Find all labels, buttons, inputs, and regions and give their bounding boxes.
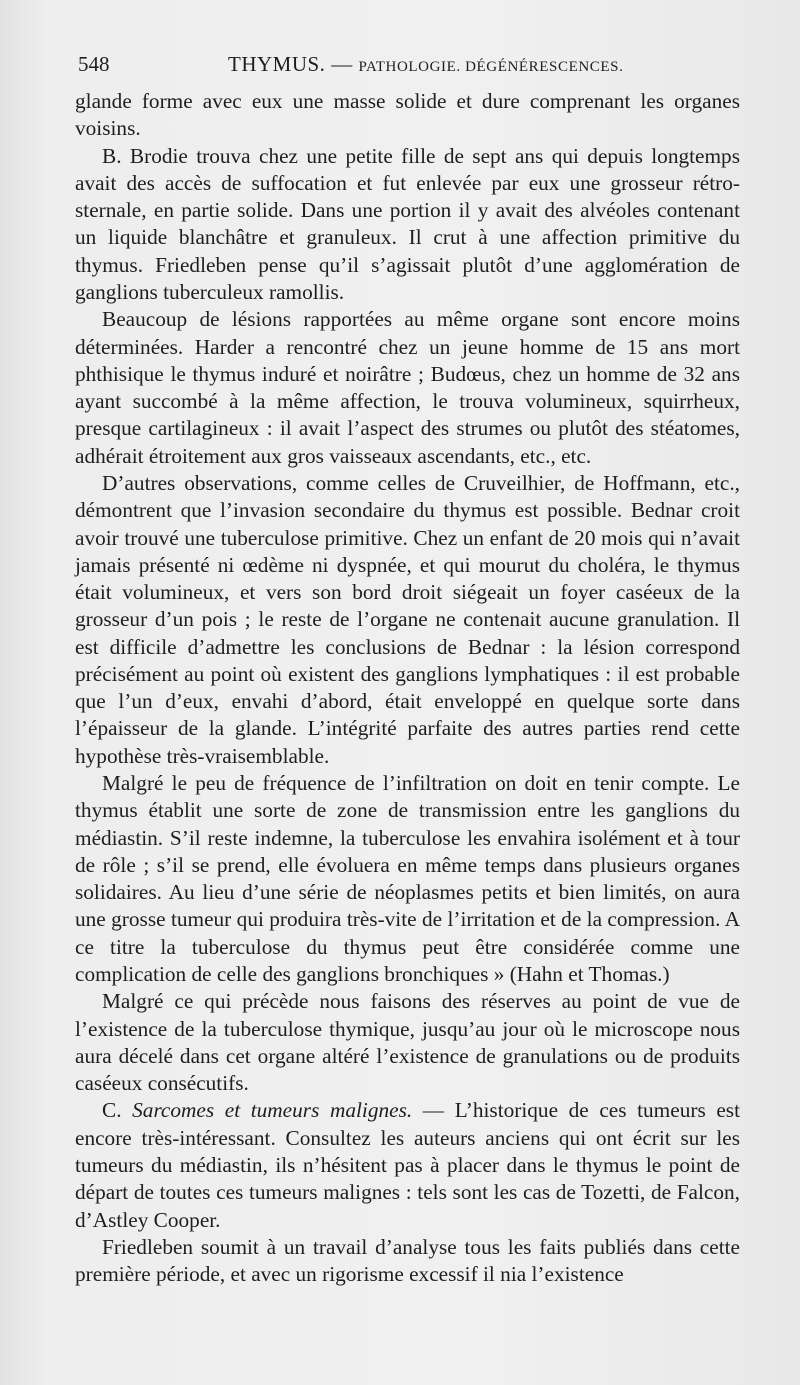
paragraph-friedleben: Friedleben soumit à un travail d’analyse tous les faits publiés dans cette première période, et avec un rigorisme excessif il nia l’existence	[75, 1234, 740, 1287]
header-title: THYMUS.	[228, 52, 326, 76]
running-title	[228, 52, 623, 77]
section-label: C.	[102, 1098, 122, 1123]
paragraph-observations: D’autres observations, comme celles de Cruveilhier, de Hoffmann, etc., démontrent que l’invasion secondaire du thymus est possible. Bednar croit avoir trouvé une tuberculose primitive. Chez un enfant de 20 mois qui n’avait jamais présenté ni œdème ni dyspnée, et qui mourut du choléra, le thymus était volumineux, et vers son bord droit siégeait un foyer caséeux de la grosseur d’un pois ; le reste de l’organe ne contenait aucune granulation. Il est difficile d’admettre les conclusions de Bednar : la lésion correspond précisément au point où existent des ganglions lymphatiques : il est probable que l’un d’eux, envahi d’abord, était enveloppé en quelque sorte dans l’épaisseur de la glande. L’intégrité parfaite des autres parties rend cette hypothèse très-vraisemblable.	[75, 470, 740, 768]
paragraph-brodie: B. Brodie trouva chez une petite fille de sept ans qui depuis longtemps avait des accès de suffocation et fut enlevée par eux une grosseur rétro-sternale, en partie solide. Dans une portion il y avait des alvéoles contenant un liquide blanchâtre et granuleux. Il crut à une affection primitive du thymus. Friedleben pense qu’il s’agissait plutôt d’une agglomération de ganglions tuberculeux ramollis.	[75, 143, 740, 304]
section-heading: Sarcomes et tumeurs malignes.	[132, 1098, 413, 1123]
header-dash: —	[331, 52, 353, 76]
page-number: 548	[78, 52, 110, 76]
section-text: — L’historique de ces tumeurs est encore très-intéressant. Consultez les auteurs anciens qui ont écrit sur les tumeurs du médiastin, ils n’hésitent pas à placer dans le thymus le point de départ de toutes ces tumeurs malignes : tels sont les cas de Tozetti, de Falcon, d’Astley Cooper.	[75, 1098, 740, 1232]
paragraph-reserves: Malgré ce qui précède nous faisons des réserves au point de vue de l’existence de la tuberculose thymique, jusqu’au jour où le microscope nous aura décelé dans cet organe altéré l’existence de granulations ou de produits caséeux consécutifs.	[75, 989, 740, 1096]
paragraph-lesions: Beaucoup de lésions rapportées au même organe sont encore moins déterminées. Harder a rencontré chez un jeune homme de 15 ans mort phthisique le thymus induré et noirâtre ; Budœus, chez un homme de 32 ans ayant succombé à la même affection, le trouva volumineux, squirrheux, presque cartilagineux : il avait l’aspect des strumes ou plutôt des stéatomes, adhérait étroitement aux gros vaisseaux ascendants, etc., etc.	[75, 307, 740, 468]
body-text	[75, 88, 740, 1288]
paragraph-infiltration: Malgré le peu de fréquence de l’infiltration on doit en tenir compte. Le thymus établit une sorte de zone de transmission entre les ganglions du médiastin. S’il reste indemne, la tuberculose les envahira isolément et à tour de rôle ; s’il se prend, elle évoluera en même temps dans plusieurs organes solidaires. Au lieu d’une série de néoplasmes petits et bien limités, on aura une grosse tumeur qui produira très-vite de l’irritation et de la compression. A ce titre la tuberculose du thymus peut être considérée comme une complication de celle des ganglions bronchiques » (Hahn et Thomas.)	[75, 771, 740, 986]
paragraph-sarcomes	[75, 1097, 740, 1233]
paragraph-continued: glande forme avec eux une masse solide et dure comprenant les organes voisins.	[75, 89, 740, 141]
header-subtitle: PATHOLOGIE. DÉGÉNÉRESCENCES.	[358, 59, 624, 75]
running-header	[78, 52, 740, 82]
